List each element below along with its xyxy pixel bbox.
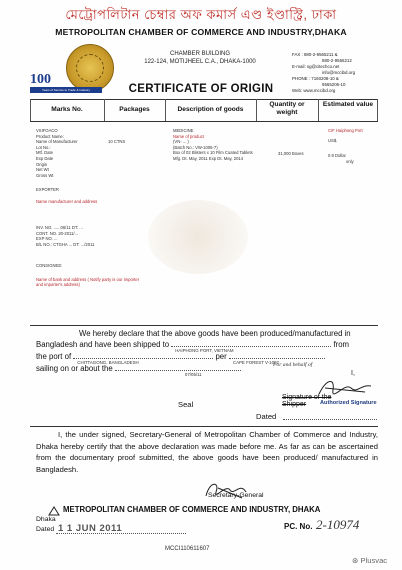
cont-no: CONT. NO. 20-2011/... xyxy=(36,230,79,236)
marks-cell xyxy=(36,128,102,178)
marks-line: Net Wt xyxy=(36,167,49,173)
watermark xyxy=(352,556,387,565)
pc-no-label: PC. No. xyxy=(284,522,313,531)
secretary-general-label: Secretary-General xyxy=(208,492,264,499)
declaration-sailing-text: sailing on or about the xyxy=(36,364,113,373)
declaration-dated-label: Dated xyxy=(256,412,277,421)
shipping-refs xyxy=(36,225,206,247)
column-header-description: Description of goods xyxy=(177,106,244,113)
marks-line: Mtf. Date xyxy=(36,150,53,156)
exporter-block xyxy=(36,187,156,204)
goods-line: Box of 02 Blisters x 10 Film Coated Tablets xyxy=(173,150,253,156)
inv-no: INV. NO. ......06/11 DT: ... xyxy=(36,225,83,230)
declaration-shipped-text: Bangladesh and have been shipped to xyxy=(36,340,170,349)
contact-line: PHONE : 7160208-10 & xyxy=(292,76,339,81)
sailing-date-field xyxy=(115,370,241,377)
chamber-address xyxy=(140,50,260,66)
consignee-sub: Name of bank and address ( Notify party is our importer and importer's address) xyxy=(36,276,140,288)
watermark-text: Plusvac xyxy=(360,556,388,565)
shipped-to-value: HAIPHONG PORT, VIETNAM xyxy=(175,348,234,353)
value-line: only xyxy=(346,158,354,164)
declaration-line-1: We hereby declare that the above goods have been produced/manufactured in xyxy=(79,329,351,338)
document-title: CERTIFICATE OF ORIGIN xyxy=(128,83,274,95)
column-header-value: Estimated value xyxy=(322,101,374,108)
seal-label: Seal xyxy=(178,400,194,409)
contact-line: Web: www.mccibd.org xyxy=(292,88,336,93)
goods-line: (Batch No.: VW-1006-7) xyxy=(173,144,218,150)
contact-line: 9565206-10 xyxy=(322,82,346,87)
footer-date-field xyxy=(56,533,186,534)
marks-line: Lot No.: xyxy=(36,144,51,150)
marks-line: Origin xyxy=(36,161,48,167)
declaration-port-text: the port of xyxy=(36,352,72,361)
org-name-header: METROPOLITAN CHAMBER OF COMMERCE AND INDUSTRY,DHAKA xyxy=(55,27,347,37)
marks-line: Gross Wt xyxy=(36,172,54,178)
address-line-1: CHAMBER BUILDING xyxy=(169,51,230,57)
table-top-border xyxy=(30,99,378,100)
mcci-emblem-icon xyxy=(47,504,61,516)
vessel-value: CAPE FOREST V-1002 xyxy=(232,360,279,365)
bengali-title: মেট্রোপলিটান চেম্বার অফ কমার্স এণ্ড ইণ্ডাস্ট্রি, ঢাকা xyxy=(65,7,337,22)
contact-line: 880-2-9565212 xyxy=(322,58,352,63)
exp-no: EXP NO. ... xyxy=(36,236,58,242)
goods-line: Mfg. Dt. May, 2011 Exp Dt. May, 2014 xyxy=(173,155,244,161)
pc-number: 2-10974 xyxy=(316,517,360,532)
certificate-page: মেট্রোপলিটান চেম্বার অফ কমার্স এণ্ড ইণ্ডাস্ট্রি, ঢাকা METROPOLITAN CHAMBER OF COMMERCE AND INDUSTRY,DHAKA 100 Years of Service to Trade & Industry CHAMBER BUILDING 122-124, MOTIJHEEL C.A., DHAKA-1000 FAX : 880-2-9565211 & 880-2-9565212 E-mail: sg@citechco.net info@mccibd.org PHONE : 7160208-10 & 9565206-10 Web: www.mccibd.org CERTIFICATE OF ORIGIN Marks No. Packages Description of goods Quantity or weight Estimated value VSIFOACO Product Name: Name of Manufacturer Lot No.: Mtf. Date Exp Date Origin Net Wt Gross Wt 10 CTNS MEDICINE Name of product (VN- ... ) (Batch No.: VW-1006-7) Box of 02 Blisters x 10 Film Coated Tablets Mfg. Dt. May, 2011 Exp Dt. May, 2014 31,000 Boxes CIF Haiphong Port US$. 0.9 Dollar only EXPORTER Name manufacturer and address INV. NO. ......06/11 DT: ... CONT. NO. 20-2011/... EXP NO. ... B/L NO.: CTGHA ... DT: .../2011 CONSIGNEE: Name of bank and address ( Notify party is our importer and importer's address) We hereby declare that the above goods have been produced/manufactured in Bangladesh and have been shipped to HAIPHONG PORT, VIETNAM from the port of CHITTAGONG, BANGLADESH per CAPE FOREST V-1002 sailing on or about the 07/05/11 For and behalf of I, Signature of the Shipper Authorized Signature Seal Dated I, the under signed, Secretary-General of Metropolitan Chamber of Commerce and Industry, Dhaka hereby certify that the above declaration was made before me. As far as can be ascertained from the documentary proof submitted, the above goods have been produced/ manufactured in Bangladesh. Secretary-General METROPOLITAN CHAMBER OF COMMERCE AND INDUSTRY, DHAKA Dhaka Dated 1 1 JUN 2011 PC. No. 2-10974 MCCI110611607 ⊛ Plusvac xyxy=(0,0,402,570)
declaration-from-text: from xyxy=(333,340,350,349)
footer-dated-label: Dated xyxy=(36,526,55,533)
exporter-label: EXPORTER xyxy=(36,187,59,192)
column-header-quantity: Quantity or weight xyxy=(269,101,305,116)
contact-line: E-mail: sg@citechco.net xyxy=(292,64,340,69)
shipped-to-field xyxy=(171,346,331,353)
address-line-2: 122-124, MOTIJHEEL C.A., DHAKA-1000 xyxy=(144,59,256,65)
sailing-date-value: 07/05/11 xyxy=(184,372,202,377)
footer-org-name: METROPOLITAN CHAMBER OF COMMERCE AND INDUSTRY, DHAKA xyxy=(63,505,321,514)
bl-no: B/L NO.: CTGHA ... DT: .../2011 xyxy=(36,241,95,247)
exporter-sub: Name manufacturer and address xyxy=(36,198,98,204)
description-cell xyxy=(173,128,273,162)
serial-number: MCCI110611607 xyxy=(165,546,210,552)
date-stamp: 1 1 JUN 2011 xyxy=(58,523,123,534)
packages-cell: 10 CTNS xyxy=(108,139,126,144)
declaration-line-4 xyxy=(36,362,286,375)
footer-city: Dhaka xyxy=(36,516,56,523)
goods-heading: MEDICINE xyxy=(173,128,194,133)
quantity-cell: 31,000 Boxes xyxy=(278,151,304,156)
port-of-field xyxy=(73,358,213,365)
certification-top-border xyxy=(30,426,378,427)
contact-line: info@mccibd.org xyxy=(322,70,356,75)
centenary-number: 100 xyxy=(30,72,51,87)
consignee-block xyxy=(36,263,146,288)
marks-line: Name of Manufacturer xyxy=(36,139,78,145)
signature-label: Signature of the Shipper xyxy=(282,394,332,408)
consignee-label: CONSIGNEE: xyxy=(36,263,63,268)
authorized-signature: Authorized Signature xyxy=(320,400,377,406)
goods-line: (VN- ... ) xyxy=(173,139,189,145)
watermark-icon: ⊛ xyxy=(352,556,359,565)
marks-line: Product Name: xyxy=(36,133,64,139)
marks-line: Exp Date xyxy=(36,155,54,161)
value-heading: CIF Haiphong Port xyxy=(328,128,363,133)
goods-line: Name of product xyxy=(173,133,204,139)
certification-text: I, the under signed, Secretary-General of Metropolitan Chamber of Commerce and Industry, Dhaka hereby certify that the above declaration was made before me. As far as can be ascertained from the documentary proof submitted, the above goods have been produced/ manufactured in Bangladesh. xyxy=(36,430,378,474)
for-behalf-of: For and behalf of xyxy=(273,362,313,368)
column-header-packages: Packages xyxy=(119,106,150,113)
declaration-date-field xyxy=(283,419,377,420)
centenary-caption: Years of Service to Trade & Industry xyxy=(30,87,102,93)
marks-line: VSIFOACO xyxy=(36,128,58,133)
port-of-value: CHITTAGONG, BANGLADESH xyxy=(77,360,139,365)
column-header-marks: Marks No. xyxy=(51,106,83,113)
value-line: 0.9 Dollar xyxy=(328,153,346,159)
value-cell xyxy=(328,128,378,164)
declaration-per-text: per xyxy=(215,352,227,361)
declaration-top-border xyxy=(30,325,378,326)
table-header-border xyxy=(30,121,378,122)
contact-line: FAX : 880-2-9565211 & xyxy=(292,52,338,57)
secretary-signature xyxy=(200,478,260,504)
value-currency: US$. xyxy=(328,137,338,143)
